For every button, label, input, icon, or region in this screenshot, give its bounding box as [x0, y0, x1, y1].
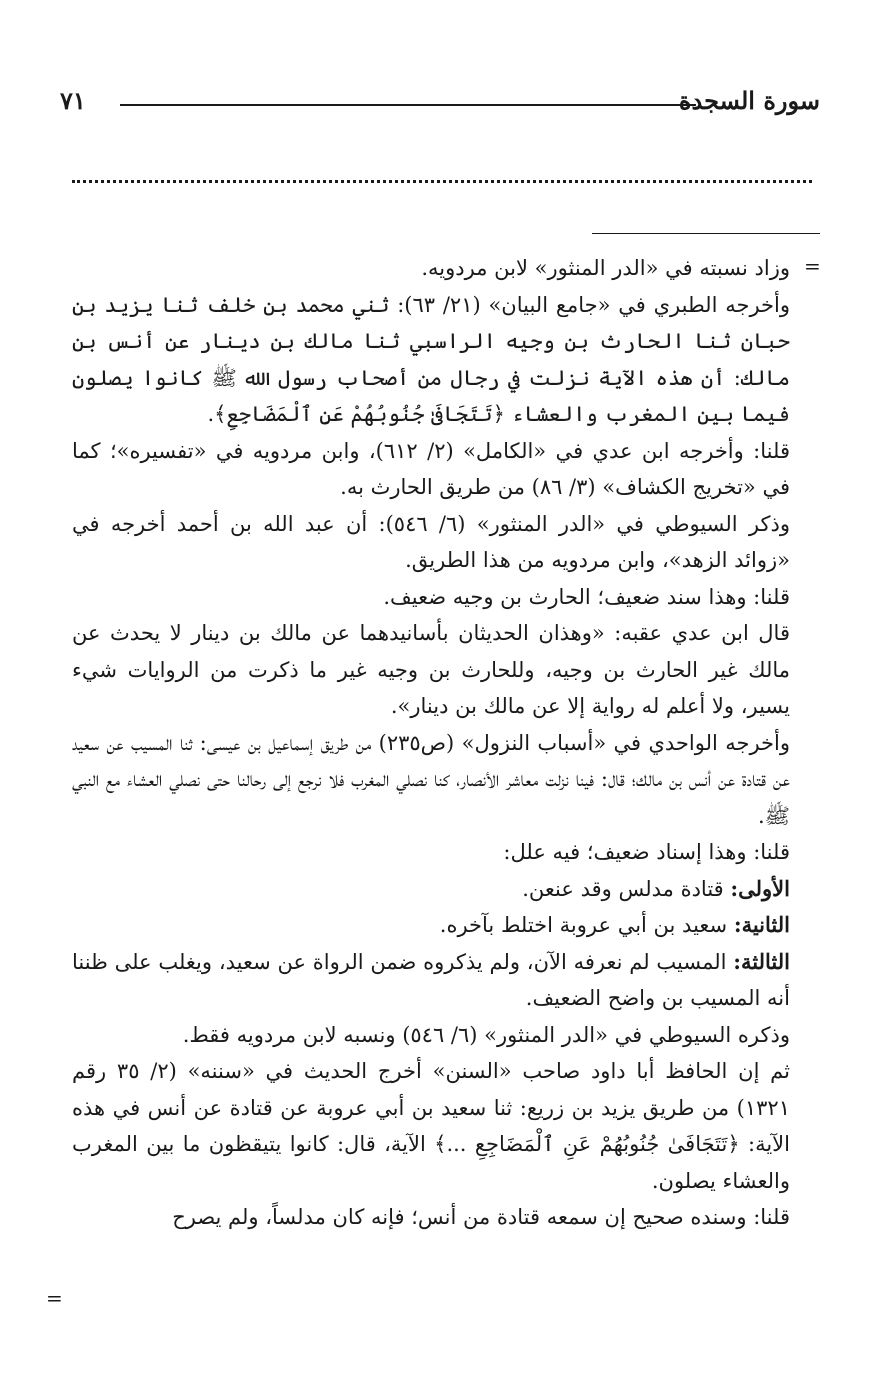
header-rule — [120, 104, 696, 106]
continuation-mark-bottom: = — [46, 1286, 63, 1310]
paragraph: وأخرجه الطبري في «جامع البيان» (٢١/ ٦٣): ثني محمد بن خلف ثنا يزيد بن حبان ثنا الحارث بن وجيه الراسبي ثنا مالك بن دينار عن أنس بن مالك: أن هذه الآية نزلت في رجال من أصحاب رسول الله ﷺ كانوا يصلون فيما بين المغرب والعشاء ﴿تَتَجَافَىٰ جُنُوبُهُمْ عَنِ ٱلْمَضَاجِعِ﴾. — [72, 292, 790, 426]
paragraph: قلنا: وسنده صحيح إن سمعه قتادة من أنس؛ فإنه كان مدلساً، ولم يصرح — [172, 1205, 790, 1229]
paragraph: قلنا: وهذا سند ضعيف؛ الحارث بن وجيه ضعيف. — [383, 584, 790, 609]
point-label: الأولى: — [730, 875, 790, 901]
paragraph: ثم إن الحافظ أبا داود صاحب «السنن» أخرج الحديث في «سننه» (٢/ ٣٥ رقم ١٣٢١) من طريق يزيد بن زريع: ثنا سعيد بن أبي عروبة عن قتادة عن أنس في هذه الآية: ﴿تَتَجَافَىٰ جُنُوبُهُمْ عَنِ ٱلْمَضَاجِعِ ...﴾ الآية، قال: كانوا يتيقظون ما بين المغرب والعشاء يصلون. — [72, 1059, 790, 1193]
paragraph: وذكر السيوطي في «الدر المنثور» (٦/ ٥٤٦): أن عبد الله بن أحمد أخرجه في «زوائد الزهد»، وابن مردويه من هذا الطريق. — [72, 511, 790, 572]
paragraph: الثالثة: المسيب لم نعرفه الآن، ولم يذكروه ضمن الرواة عن سعيد، ويغلب على ظننا أنه المسيب بن واضح الضعيف. — [72, 948, 790, 1010]
paragraph: وزاد نسبته في «الدر المنثور» لابن مردويه. — [421, 256, 790, 280]
surah-title: سورة السجدة — [678, 86, 820, 115]
point-label: الثالثة: — [733, 948, 790, 974]
page-number: ٧١ — [60, 86, 86, 115]
paragraph: الثانية: سعيد بن أبي عروبة اختلط بآخره. — [439, 912, 790, 937]
paragraph: وذكره السيوطي في «الدر المنثور» (٦/ ٥٤٦) ونسبه لابن مردويه فقط. — [182, 1022, 790, 1047]
footnote-text — [72, 250, 790, 1236]
paragraph: الأولى: قتادة مدلس وقد عنعن. — [522, 875, 790, 901]
point-label: الثانية: — [733, 912, 790, 937]
paragraph: وأخرجه الواحدي في «أسباب النزول» (ص٢٣٥) من طريق إسماعيل بن عيسى: ثنا المسيب عن سعيد عن قتادة عن أنس بن مالك؛ قال: فينا نزلت معاشر الأنصار، كنا نصلي المغرب فلا نرجع إلى رحالنا حتى نصلي العشاء مع النبي ﷺ. — [72, 730, 790, 828]
dotted-separator — [72, 180, 812, 183]
paragraph: قلنا: وهذا إسناد ضعيف؛ فيه علل: — [503, 840, 790, 864]
paragraph: قال ابن عدي عقبه: «وهذان الحديثان بأسانيدهما عن مالك بن دينار لا يحدث عن مالك غير الحارث بن وجيه، وللحارث بن وجيه غير ما ذكرت من الروايات شيء يسير، ولا أعلم له رواية إلا عن مالك بن دينار». — [72, 621, 790, 718]
page-header — [60, 86, 820, 126]
paragraph: قلنا: وأخرجه ابن عدي في «الكامل» (٢/ ٦١٢)، وابن مردويه في «تفسيره»؛ كما في «تخريج الكشاف» (٣/ ٨٦) من طريق الحارث به. — [72, 438, 790, 499]
continuation-mark-top: = — [804, 254, 821, 278]
footnote-rule — [592, 233, 820, 234]
